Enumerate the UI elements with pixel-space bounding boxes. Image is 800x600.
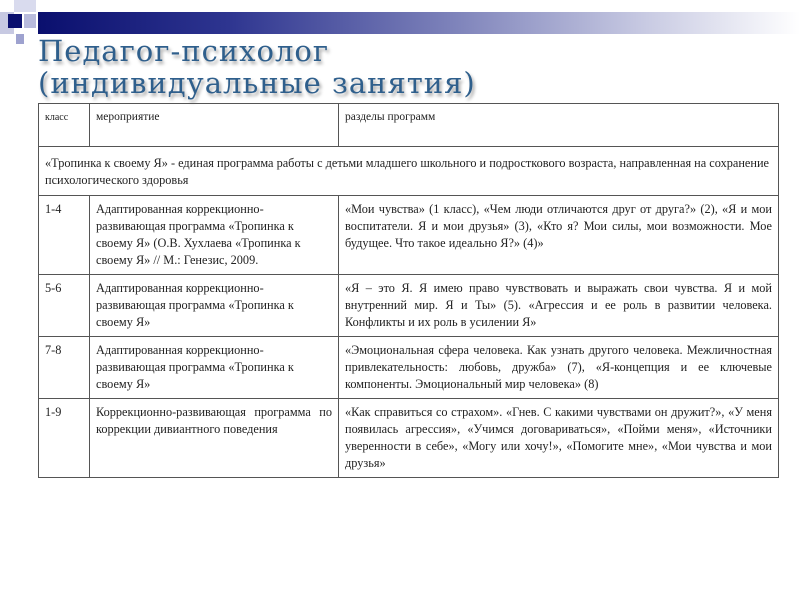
event-cell: Адаптированная коррекционно-развивающая программа «Тропинка к своему Я» xyxy=(90,275,339,337)
table-header-row xyxy=(39,104,779,147)
grade-cell: 5-6 xyxy=(39,275,90,337)
table-row xyxy=(39,196,779,275)
grade-cell: 1-9 xyxy=(39,399,90,478)
event-cell: Коррекционно-развивающая программа по коррекции дивиантного поведения xyxy=(90,399,339,478)
table-row xyxy=(39,275,779,337)
header-event: мероприятие xyxy=(90,104,339,147)
slide-title xyxy=(38,36,476,98)
intro-row xyxy=(39,147,779,196)
sections-cell: «Эмоциональная сфера человека. Как узнать другого человека. Межличностная привлекательность: любовь, дружба» (7), «Я-концепция и ее ключевые компоненты. Эмоциональный мир человека» (8) xyxy=(339,337,779,399)
decor-square xyxy=(8,14,22,28)
header-sections: разделы программ xyxy=(339,104,779,147)
grade-cell: 7-8 xyxy=(39,337,90,399)
title-line-2: (индивидуальные занятия) xyxy=(38,66,476,100)
decor-square xyxy=(16,34,24,44)
decor-square xyxy=(24,14,36,28)
header-gradient-bar xyxy=(38,12,800,34)
sections-cell: «Мои чувства» (1 класс), «Чем люди отличаются друг от друга?» (2), «Я и мои воспитатели. Я и мои друзья» (3), «Кто я? Мои силы, мои возможности. Мое будущее. Что такое идеально Я?» (4)» xyxy=(339,196,779,275)
event-cell: Адаптированная коррекционно-развивающая программа «Тропинка к своему Я» (О.В. Хухлаева «Тропинка к своему Я» // М.: Генезис, 2009. xyxy=(90,196,339,275)
sections-cell: «Как справиться со страхом». «Гнев. С какими чувствами он дружит?», «У меня появилась агрессия», «Учимся договариваться», «Пойми меня», «Источники уверенности в себе», «Могу или хочу!», «Помогите мне», «Мои чувства и мои друзья» xyxy=(339,399,779,478)
decor-square xyxy=(14,0,36,12)
header-grade: класс xyxy=(39,104,90,147)
program-table xyxy=(38,103,779,478)
intro-text: «Тропинка к своему Я» - единая программа работы с детьми младшего школьного и подросткового возраста, направленная на сохранение психологического здоровья xyxy=(39,147,779,196)
table-row xyxy=(39,337,779,399)
grade-cell: 1-4 xyxy=(39,196,90,275)
sections-cell: «Я – это Я. Я имею право чувствовать и выражать свои чувства. Я и мой внутренний мир. Я и Ты» (5). «Агрессия и ее роль в развитии человека. Конфликты и их роль в усилении Я» xyxy=(339,275,779,337)
event-cell: Адаптированная коррекционно-развивающая программа «Тропинка к своему Я» xyxy=(90,337,339,399)
table-row xyxy=(39,399,779,478)
title-line-1: Педагог-психолог xyxy=(38,34,330,68)
